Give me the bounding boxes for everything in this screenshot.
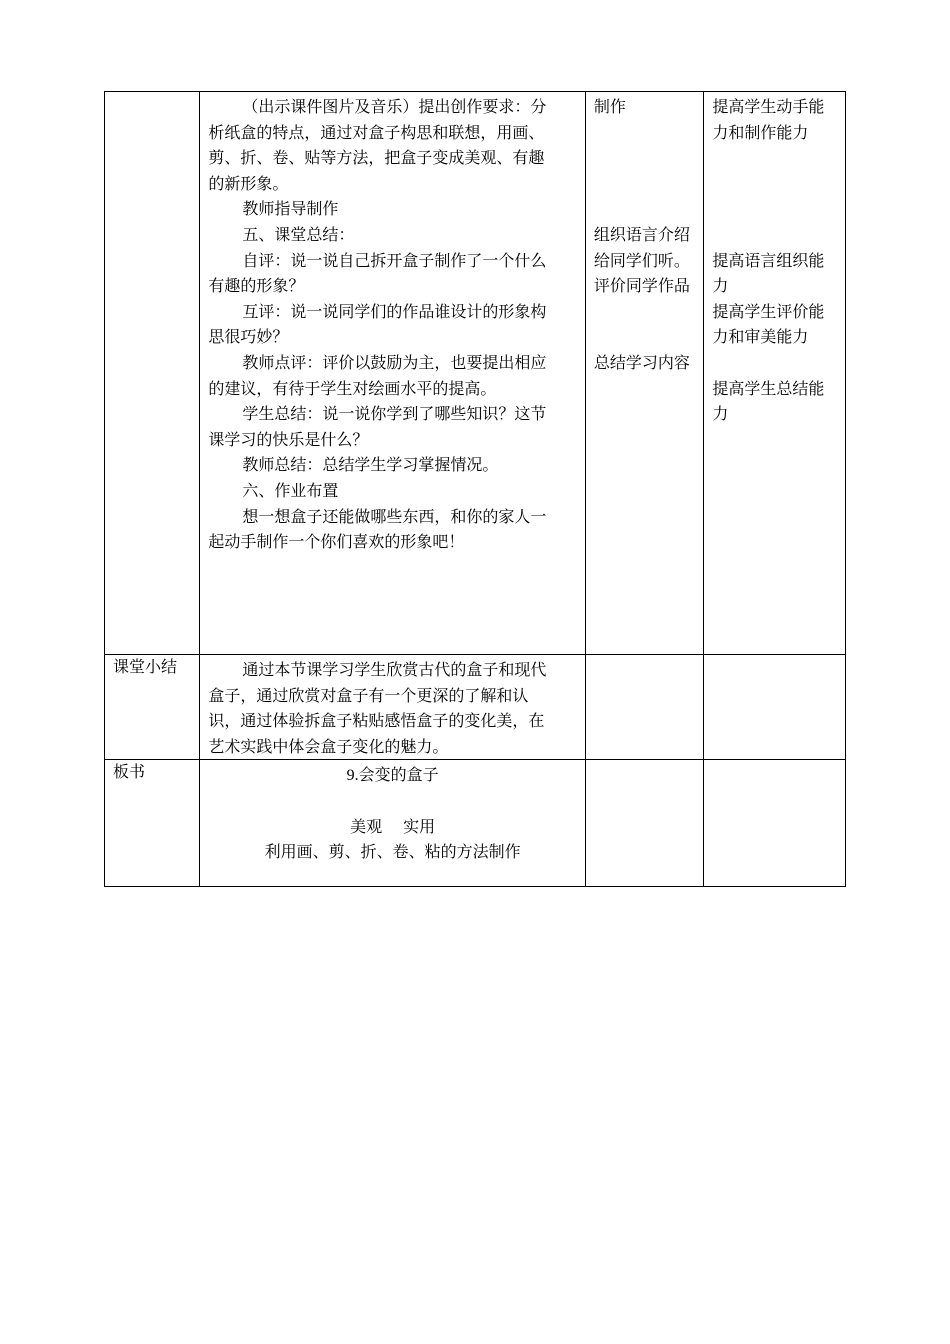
- table-row: [105, 655, 846, 760]
- empty-cell: [585, 655, 703, 760]
- text-line: [712, 350, 837, 376]
- text-line: 提高学生总结能: [712, 378, 825, 398]
- board-title-text: 会变的盒子: [358, 765, 439, 785]
- text-line: 组织语言介绍: [593, 224, 690, 244]
- summary-label: 课堂小结: [113, 657, 178, 676]
- text-line: 思很巧妙？: [208, 327, 289, 347]
- text-line: 制作: [593, 97, 626, 116]
- empty-cell: [585, 760, 703, 887]
- text-line: 提高语言组织能: [712, 250, 825, 270]
- design-intent-cell: [704, 92, 846, 655]
- empty-cell: [704, 655, 846, 760]
- table-row: [105, 760, 846, 887]
- text-line: [712, 145, 837, 171]
- row-label-cell: [105, 92, 200, 655]
- text-line: 教师点评：评价以鼓励为主，也要提出相应: [242, 352, 547, 372]
- text-line: [712, 196, 837, 222]
- board-content-cell: [200, 760, 586, 887]
- board-line-2: 美观 实用: [350, 816, 436, 836]
- text-line: 力和审美能力: [712, 327, 809, 347]
- text-line: 自评：说一说自己拆开盒子制作了一个什么: [242, 250, 547, 270]
- text-line: 力和制作能力: [712, 122, 809, 142]
- text-line: 起动手制作一个你们喜欢的形象吧！: [208, 532, 465, 552]
- text-line: （出示课件图片及音乐）提出创作要求：分: [242, 97, 547, 116]
- text-line: 教师指导制作: [242, 199, 339, 219]
- student-activity-cell: [585, 92, 703, 655]
- text-line: [594, 120, 695, 146]
- text-line: 想一想盒子还能做哪些东西，和你的家人一: [242, 506, 547, 526]
- text-line: 艺术实践中体会盒子变化的魅力。: [208, 736, 449, 756]
- table-row: [105, 92, 846, 655]
- text-line: 通过本节课学习学生欣赏古代的盒子和现代: [242, 660, 547, 679]
- board-line-3: 利用画、剪、折、卷、粘的方法制作: [264, 842, 521, 862]
- row-label-cell: [105, 655, 200, 760]
- row-label-cell: [105, 760, 200, 887]
- text-line: 有趣的形象？: [208, 276, 305, 296]
- text-line: 给同学们听。: [593, 250, 690, 270]
- text-line: 力: [712, 276, 729, 296]
- text-line: [594, 196, 695, 222]
- text-line: 评价同学作品: [593, 276, 690, 296]
- text-line: 析纸盒的特点，通过对盒子构思和联想，用画、: [208, 122, 545, 142]
- text-line: 提高学生评价能: [712, 301, 825, 321]
- text-line: [594, 324, 695, 350]
- teaching-process-cell: [200, 92, 586, 655]
- text-line: 识，通过体验拆盒子粘贴感悟盒子的变化美，在: [208, 711, 545, 731]
- text-line: [712, 171, 837, 197]
- text-line: 学生总结：说一说你学到了哪些知识？这节: [242, 404, 547, 424]
- text-line: 教师总结：总结学生学习掌握情况。: [242, 455, 499, 475]
- board-label: 板书: [113, 762, 146, 782]
- summary-content-cell: [200, 655, 586, 760]
- text-line: 剪、折、卷、贴等方法，把盒子变成美观、有趣: [208, 148, 545, 168]
- text-line: 互评：说一说同学们的作品谁设计的形象构: [242, 301, 547, 321]
- text-line: 的建议，有待于学生对绘画水平的提高。: [208, 378, 497, 398]
- text-line: 盒子，通过欣赏对盒子有一个更深的了解和认: [208, 685, 529, 705]
- empty-cell: [704, 760, 846, 887]
- text-line: 五、课堂总结：: [242, 224, 355, 244]
- lesson-plan-table: [104, 91, 846, 887]
- text-line: 总结学习内容: [593, 352, 690, 372]
- text-line: 的新形象。: [208, 173, 289, 193]
- text-line: 课学习的快乐是什么？: [208, 429, 369, 449]
- text-line: [712, 222, 837, 248]
- board-title: [208, 762, 577, 788]
- text-line: [594, 299, 695, 325]
- text-line: 六、作业布置: [242, 480, 339, 500]
- text-line: [594, 145, 695, 171]
- text-line: 力: [712, 404, 729, 424]
- text-line: [594, 171, 695, 197]
- board-title-number: 9.: [346, 767, 359, 785]
- text-line: 提高学生动手能: [712, 97, 825, 116]
